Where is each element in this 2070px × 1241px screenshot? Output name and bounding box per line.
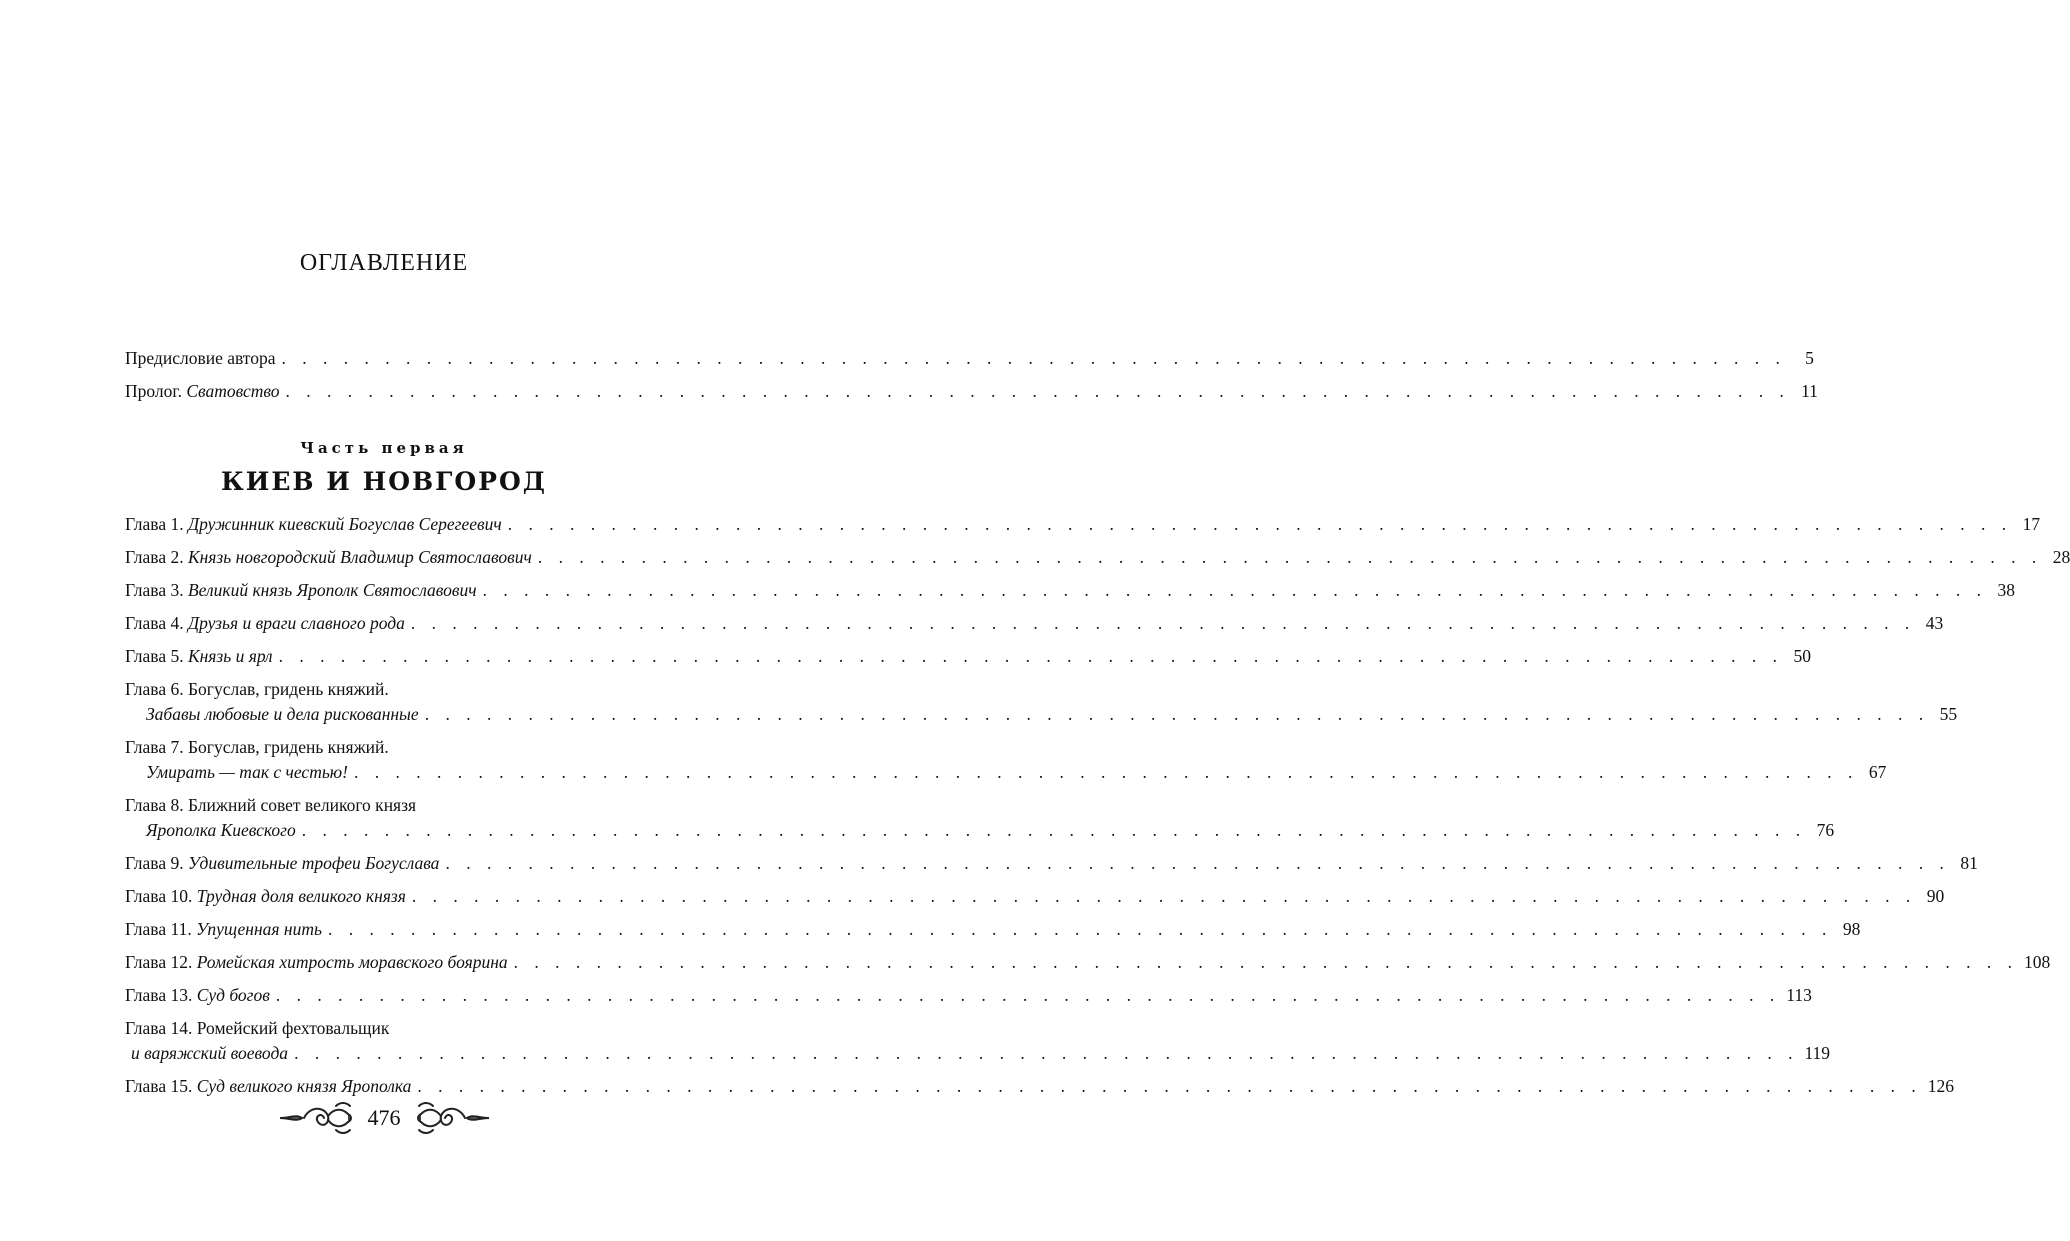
toc-entry-title: Великий князь Ярополк Святославович (187, 580, 477, 600)
chapter-list (125, 512, 2070, 1099)
toc-entry-page: 119 (1804, 1043, 1831, 1063)
leader-dots: . . . . . . . . . . . . . . . . . . . . . . . . . . . . . . . . . . . . . . . . . . . . . . . . . . . . . . . . . . . . . . . . . . . . . . . . . (278, 646, 1783, 666)
toc-entry-title: Ромейская хитрость моравского боярина (196, 952, 508, 972)
toc-entry-page: 38 (1997, 580, 2015, 600)
part-subtitle: Часть первая (300, 439, 468, 457)
toc-entry-page: 43 (1925, 613, 1944, 633)
toc-entry-title: Упущенная нить (196, 919, 322, 939)
leader-dots: . . . . . . . . . . . . . . . . . . . . . . . . . . . . . . . . . . . . . . . . . . . . . . . . . . . . . . . . . . . . . . . . . . . . . . . . . (424, 704, 1930, 724)
leader-dots: . . . . . . . . . . . . . . . . . . . . . . . . . . . . . . . . . . . . . . . . . . . . . . . . . . . . . . . . . . . . . . . . . . . . . . . . . (294, 1043, 1799, 1063)
toc-entry-chapter-10[interactable] (125, 884, 1945, 909)
toc-entry-first-line: Глава 14. Ромейский фехтовальщик (125, 1018, 390, 1038)
toc-entry-label: Глава 15. Суд великого князя Ярополка (125, 1076, 412, 1096)
page-number: 476 (367, 1105, 401, 1130)
toc-entry-title: Суд великого князя Ярополка (196, 1076, 412, 1096)
toc-entry-page: 113 (1786, 985, 1812, 1005)
toc-entry-title: Трудная доля великого князя (196, 886, 406, 906)
toc-entry-chapter-15[interactable] (125, 1074, 1955, 1099)
leader-dots: . . . . . . . . . . . . . . . . . . . . . . . . . . . . . . . . . . . . . . . . . . . . . . . . . . . . . . . . . . . . . . . . . . . . . . . . . (537, 547, 2043, 567)
toc-entry-chapter-12[interactable] (125, 950, 2051, 975)
toc-entry-title: Суд богов (196, 985, 270, 1005)
toc-entry-chapter-9[interactable] (125, 851, 1978, 876)
toc-entry-title: Сватовство (186, 381, 280, 401)
toc-entry-chapter-14[interactable] (125, 1016, 1831, 1066)
toc-entry-chapter-4[interactable] (125, 611, 1944, 636)
toc-entry-title: Князь и ярл (187, 646, 273, 666)
toc-entry-page: 126 (1927, 1076, 1955, 1096)
toc-entry-label: Глава 10. Трудная доля великого князя (125, 886, 406, 906)
toc-entry-title-cont: Ярополка Киевского (146, 820, 296, 840)
toc-entry-title-cont: Умирать — так с честью! (146, 762, 348, 782)
toc-entry-second-line (125, 702, 1958, 727)
leader-dots: . . . . . . . . . . . . . . . . . . . . . . . . . . . . . . . . . . . . . . . . . . . . . . . . . . . . . . . . . . . . . . . . . . . . . . . . . (411, 886, 1917, 906)
toc-entry-preface[interactable] (125, 346, 1814, 371)
toc-entry-label: Предисловие автора (125, 348, 276, 368)
toc-entry-chapter-5[interactable] (125, 644, 1811, 669)
toc-entry-label: Глава 11. Упущенная нить (125, 919, 322, 939)
toc-entry-label: Глава 9. Удивительные трофеи Богуслава (125, 853, 440, 873)
toc-entry-page: 28 (2052, 547, 2070, 567)
toc-entry-page: 50 (1793, 646, 1811, 666)
front-matter-list (125, 346, 1818, 404)
leader-dots: . . . . . . . . . . . . . . . . . . . . . . . . . . . . . . . . . . . . . . . . . . . . . . . . . . . . . . . . . . . . . . . . . . . . . . . . . (410, 613, 1916, 633)
scroll-ornament-left-icon (276, 1098, 356, 1138)
toc-entry-label: Глава 1. Дружинник киевский Богуслав Серегеевич (125, 514, 502, 534)
toc-entry-title-cont: Забавы любовые и дела рискованные (146, 704, 419, 724)
toc-entry-title: Удивительные трофеи Богуслава (187, 853, 440, 873)
page-title: ОГЛАВЛЕНИЕ (299, 250, 469, 276)
toc-entry-label: Глава 3. Великий князь Ярополк Святославович (125, 580, 477, 600)
toc-entry-chapter-3[interactable] (125, 578, 2015, 603)
leader-dots: . . . . . . . . . . . . . . . . . . . . . . . . . . . . . . . . . . . . . . . . . . . . . . . . . . . . . . . . . . . . . . . . . . . . . . . . . (417, 1076, 1922, 1096)
scroll-ornament-right-icon (413, 1098, 493, 1138)
toc-entry-title: Дружинник киевский Богуслав Серегеевич (187, 514, 502, 534)
leader-dots: . . . . . . . . . . . . . . . . . . . . . . . . . . . . . . . . . . . . . . . . . . . . . . . . . . . . . . . . . . . . . . . . . . . . . . . . . (285, 381, 1790, 401)
toc-entry-title-cont: и варяжский воевода (131, 1043, 289, 1063)
toc-entry-chapter-1[interactable] (125, 512, 2041, 537)
toc-entry-first-line: Глава 7. Богуслав, гридень княжий. (125, 737, 389, 757)
toc-entry-page: 90 (1926, 886, 1945, 906)
toc-entry-page: 55 (1939, 704, 1958, 724)
toc-entry-label: Глава 13. Суд богов (125, 985, 270, 1005)
toc-entry-chapter-6[interactable] (125, 677, 1958, 727)
toc-entry-chapter-2[interactable] (125, 545, 2070, 570)
toc-entry-page: 5 (1805, 348, 1814, 368)
toc-entry-title: Ближний совет великого князя (187, 795, 417, 815)
toc-entry-page: 108 (2024, 952, 2051, 972)
leader-dots: . . . . . . . . . . . . . . . . . . . . . . . . . . . . . . . . . . . . . . . . . . . . . . . . . . . . . . . . . . . . . . . . . . . . . . . . . (301, 820, 1807, 840)
leader-dots: . . . . . . . . . . . . . . . . . . . . . . . . . . . . . . . . . . . . . . . . . . . . . . . . . . . . . . . . . . . . . . . . . . . . . . . . . (482, 580, 1987, 600)
leader-dots: . . . . . . . . . . . . . . . . . . . . . . . . . . . . . . . . . . . . . . . . . . . . . . . . . . . . . . . . . . . . . . . . . . . . . . . . . (281, 348, 1786, 368)
toc-entry-page: 81 (1960, 853, 1978, 873)
toc-entry-prologue[interactable] (125, 379, 1818, 404)
toc-entry-page: 11 (1801, 381, 1818, 401)
toc-entry-second-line (125, 818, 1835, 843)
toc-entry-page: 17 (2022, 514, 2041, 534)
toc-entry-first-line: Глава 8. Ближний совет великого князя (125, 795, 417, 815)
leader-dots: . . . . . . . . . . . . . . . . . . . . . . . . . . . . . . . . . . . . . . . . . . . . . . . . . . . . . . . . . . . . . . . . . . . . . . . . . (507, 514, 2013, 534)
toc-entry-chapter-8[interactable] (125, 793, 1835, 843)
toc-entry-page: 67 (1868, 762, 1887, 782)
toc-entry-label: Пролог. Сватовство (125, 381, 280, 401)
toc-entry-page: 76 (1816, 820, 1835, 840)
toc-entry-title: Богуслав, гридень княжий. (187, 679, 389, 699)
part-title: КИЕВ И НОВГОРОД (221, 467, 547, 496)
toc-entry-chapter-7[interactable] (125, 735, 1887, 785)
toc-entry-second-line (125, 1041, 1831, 1066)
toc-entry-label: Глава 12. Ромейская хитрость моравского боярина (125, 952, 508, 972)
leader-dots: . . . . . . . . . . . . . . . . . . . . . . . . . . . . . . . . . . . . . . . . . . . . . . . . . . . . . . . . . . . . . . . . . . . . . . . . . (275, 985, 1781, 1005)
leader-dots: . . . . . . . . . . . . . . . . . . . . . . . . . . . . . . . . . . . . . . . . . . . . . . . . . . . . . . . . . . . . . . . . . . . . . . . . . (327, 919, 1833, 939)
toc-entry-label: Глава 4. Друзья и враги славного рода (125, 613, 405, 633)
page-footer (0, 1098, 768, 1138)
toc-entry-title: Ромейский фехтовальщик (196, 1018, 390, 1038)
toc-entry-chapter-13[interactable] (125, 983, 1812, 1008)
toc-entry-title: Князь новгородский Владимир Святославович (187, 547, 532, 567)
toc-entry-page: 98 (1842, 919, 1861, 939)
toc-entry-title: Друзья и враги славного рода (187, 613, 405, 633)
part-heading (0, 437, 768, 499)
toc-entry-label: Глава 2. Князь новгородский Владимир Святославович (125, 547, 532, 567)
leader-dots: . . . . . . . . . . . . . . . . . . . . . . . . . . . . . . . . . . . . . . . . . . . . . . . . . . . . . . . . . . . . . . . . . . . . . . . . . (445, 853, 1950, 873)
leader-dots: . . . . . . . . . . . . . . . . . . . . . . . . . . . . . . . . . . . . . . . . . . . . . . . . . . . . . . . . . . . . . . . . . . . . . . . . . (353, 762, 1859, 782)
toc-entry-second-line (125, 760, 1887, 785)
leader-dots: . . . . . . . . . . . . . . . . . . . . . . . . . . . . . . . . . . . . . . . . . . . . . . . . . . . . . . . . . . . . . . . . . . . . . . . . . (513, 952, 2019, 972)
toc-entry-first-line: Глава 6. Богуслав, гридень княжий. (125, 679, 389, 699)
toc-entry-chapter-11[interactable] (125, 917, 1861, 942)
toc-entry-label: Глава 5. Князь и ярл (125, 646, 273, 666)
toc-entry-title: Богуслав, гридень княжий. (187, 737, 389, 757)
